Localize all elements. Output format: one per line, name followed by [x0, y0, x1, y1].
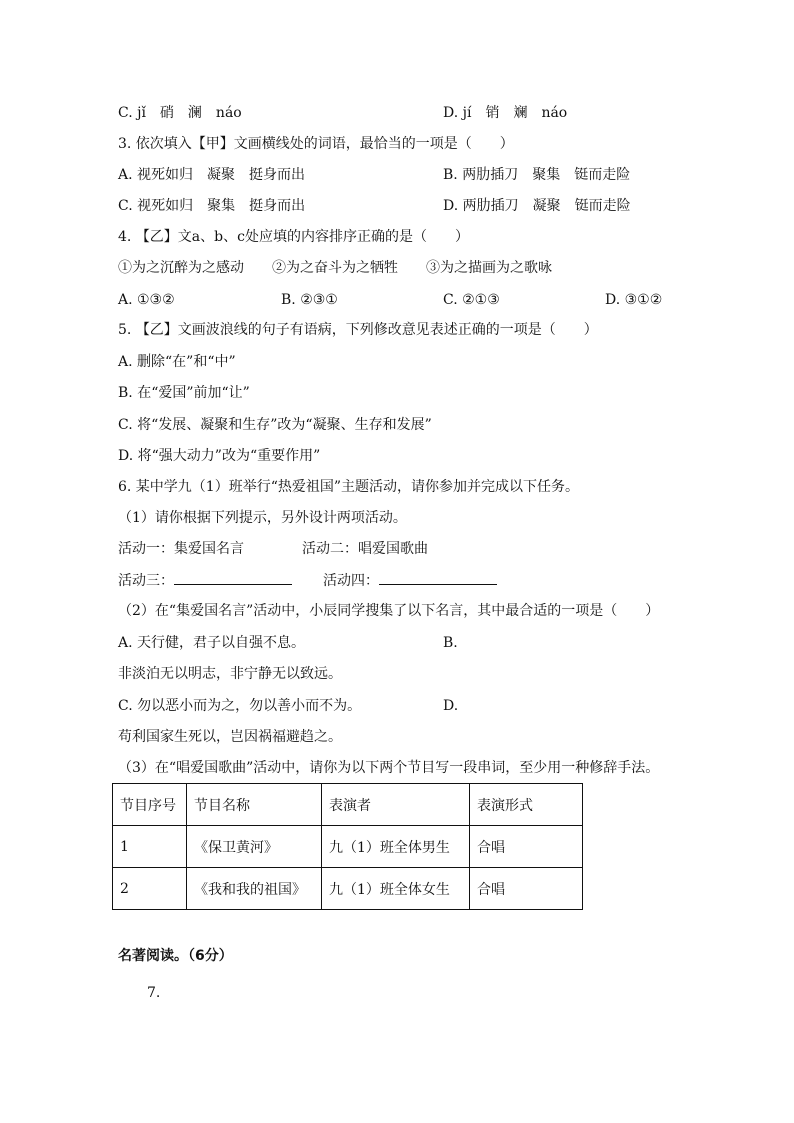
q6-option-b: B.	[443, 635, 458, 651]
section-title: 名著阅读。（6分）	[118, 948, 233, 964]
activity-3-label: 活动三：	[118, 573, 174, 589]
activity-4-label: 活动四：	[323, 573, 379, 589]
table-header: 节目序号	[113, 784, 187, 826]
activity-4-line	[323, 570, 497, 591]
q3-stem: 3. 依次填入【甲】文画横线处的词语，最恰当的一项是（ ）	[118, 136, 514, 152]
q6-stem: 6. 某中学九（1）班举行“热爱祖国”主题活动，请你参加并完成以下任务。	[118, 479, 580, 495]
q3-option-b: B. 两肋插刀 聚集 铤而走险	[443, 167, 631, 183]
q7-number: 7.	[147, 985, 161, 1001]
q6-part2: （2）在“集爱国名言”活动中，小辰同学搜集了以下名言，其中最合适的一项是（ ）	[118, 603, 660, 619]
q4-option-c: C. ②①③	[443, 292, 500, 308]
activity-3-line	[118, 570, 292, 591]
q4-option-d: D. ③①②	[605, 292, 663, 308]
q5-stem: 5. 【乙】文画波浪线的句子有语病，下列修改意见表述正确的一项是（ ）	[118, 322, 598, 338]
program-table	[112, 783, 583, 910]
activity-2: 活动二：唱爱国歌曲	[302, 541, 428, 557]
q3-option-a: A. 视死如归 凝聚 挺身而出	[118, 167, 306, 183]
table-header-row	[113, 784, 583, 826]
table-header: 节目名称	[187, 784, 322, 826]
table-cell: 2	[113, 868, 187, 910]
q4-stem: 4. 【乙】文a、b、c处应填的内容排序正确的是（ ）	[118, 229, 469, 245]
q2-option-d: D. jí 销 斓 náo	[443, 105, 568, 121]
table-cell: 《我和我的祖国》	[187, 868, 322, 910]
q4-option-b: B. ②③①	[281, 292, 338, 308]
q6-option-d-text: 苟利国家生死以，岂因祸福避趋之。	[118, 729, 342, 745]
q5-option-c: C. 将“发展、凝聚和生存”改为“凝聚、生存和发展”	[118, 417, 432, 433]
activity-4-blank[interactable]	[379, 570, 497, 585]
table-cell: 合唱	[470, 826, 583, 868]
table-row	[113, 826, 583, 868]
q6-part1: （1）请你根据下列提示，另外设计两项活动。	[118, 510, 407, 526]
table-header: 表演形式	[470, 784, 583, 826]
table-cell: 《保卫黄河》	[187, 826, 322, 868]
q6-option-b-text: 非淡泊无以明志，非宁静无以致远。	[118, 666, 342, 682]
q4-option-a: A. ①③②	[118, 292, 175, 308]
table-header: 表演者	[322, 784, 470, 826]
activity-3-blank[interactable]	[174, 570, 292, 585]
q5-option-b: B. 在“爱国”前加“让”	[118, 385, 250, 401]
table-cell: 1	[113, 826, 187, 868]
q5-option-d: D. 将“强大动力”改为“重要作用”	[118, 448, 321, 464]
q4-items: ①为之沉醉为之感动 ②为之奋斗为之牺牲 ③为之描画为之歌咏	[118, 260, 552, 276]
q2-option-c: C. jǐ 硝 澜 náo	[118, 105, 242, 121]
q5-option-a: A. 删除“在”和“中”	[118, 354, 236, 370]
table-cell: 九（1）班全体女生	[322, 868, 470, 910]
q6-option-a: A. 天行健，君子以自强不息。	[118, 635, 306, 651]
q3-option-d: D. 两肋插刀 凝聚 铤而走险	[443, 198, 631, 214]
q6-part3: （3）在“唱爱国歌曲”活动中，请你为以下两个节目写一段串词，至少用一种修辞手法。	[118, 760, 660, 776]
q3-option-c: C. 视死如归 聚集 挺身而出	[118, 198, 306, 214]
table-cell: 九（1）班全体男生	[322, 826, 470, 868]
q6-option-d: D.	[443, 698, 459, 714]
q6-option-c: C. 勿以恶小而为之，勿以善小而不为。	[118, 698, 362, 714]
table-cell: 合唱	[470, 868, 583, 910]
table-row	[113, 868, 583, 910]
activity-1: 活动一：集爱国名言	[118, 541, 244, 557]
